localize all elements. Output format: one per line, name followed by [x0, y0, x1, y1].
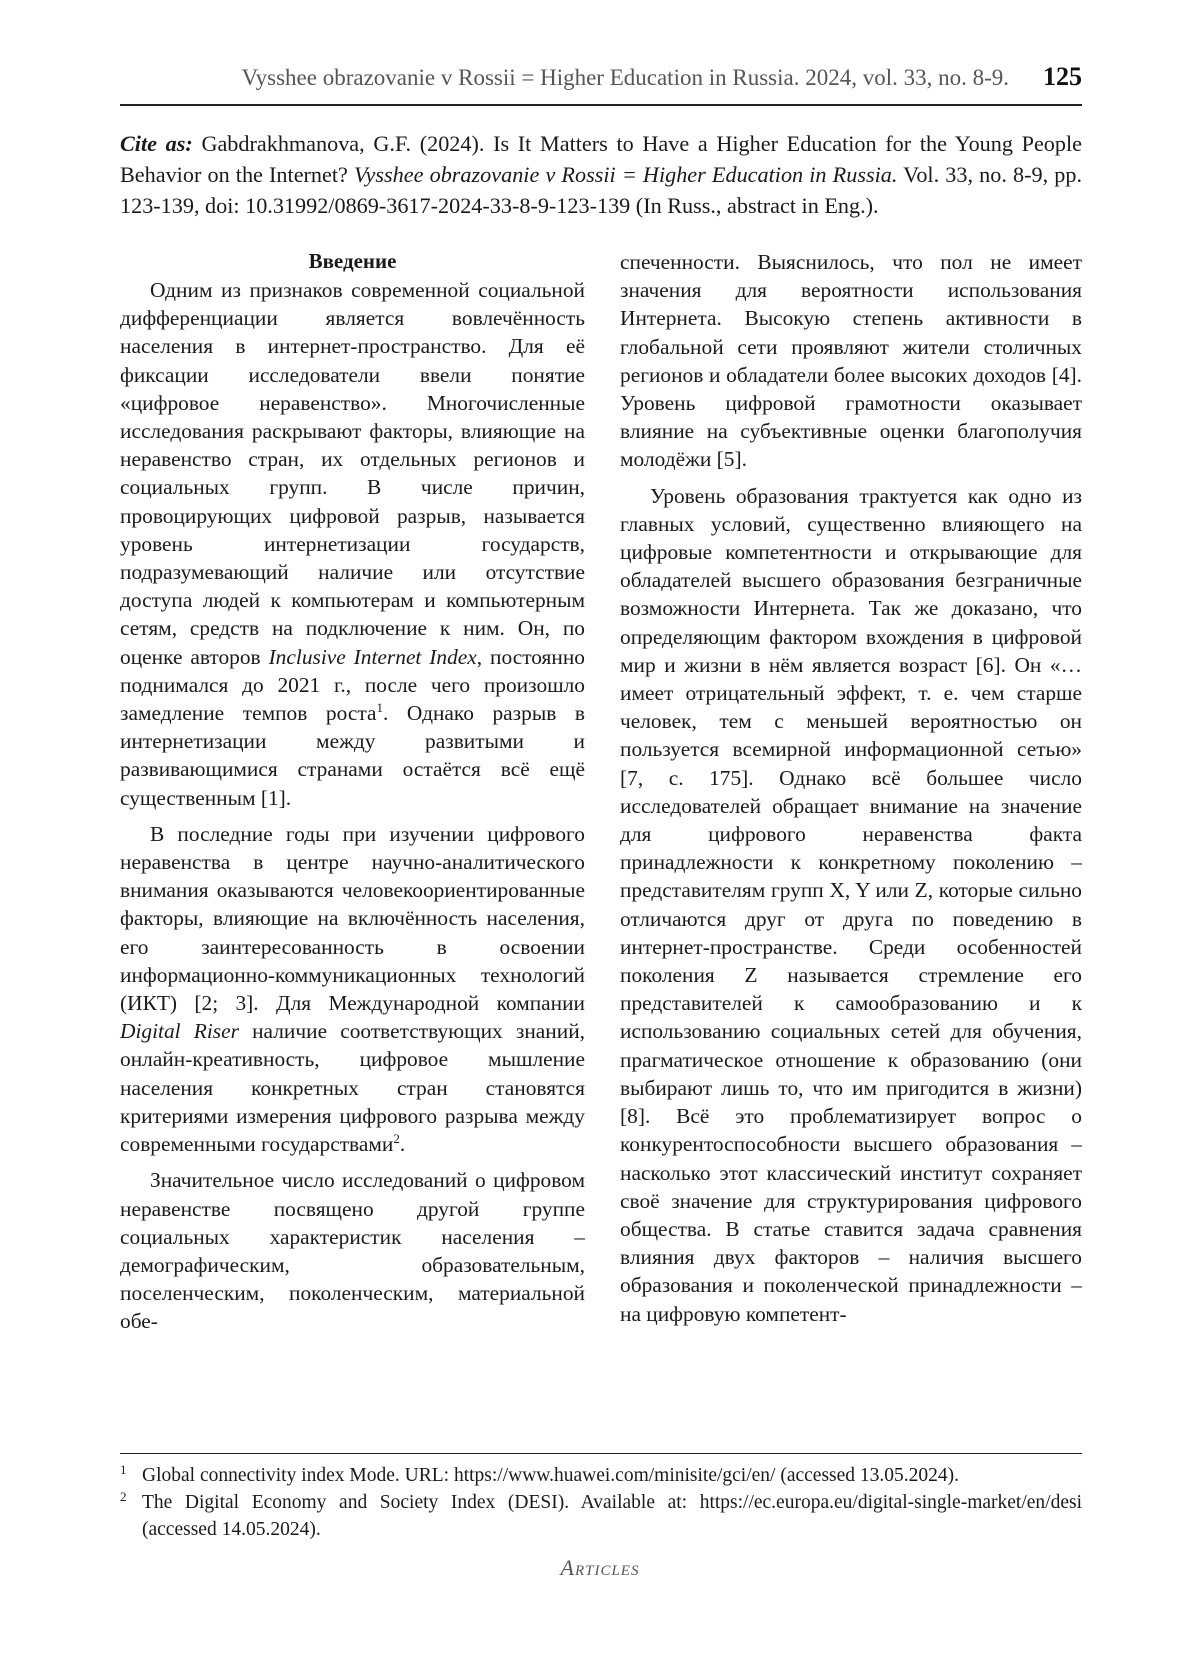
footnote-number: 2 [120, 1489, 127, 1504]
citation-journal: Vysshee obrazovanie v Rossii = Higher Education in Russia. [354, 162, 898, 187]
paragraph: Уровень образования трактуется как одно из главных условий, существенно влияющего на цифровые компетентности и открывающие для обладателей высшего образования безграничные возможности Интернета. Так же доказано, что определяющим фактором вхождения в цифровой мир и жизни в нём является возраст [6]. Он «…имеет отрицательный эффект, т. е. чем старше человек, тем с меньшей вероятностью он пользуется всемирной информационной сетью» [7, с. 175]. Однако всё большее число исследователей обращает внимание на значение для цифрового неравенства факта принадлежности к конкретному поколению – представителям групп X, Y или Z, которые сильно отличаются друг от друга по поведению в интернет-пространстве. Среди особенностей поколения Z называется стремление его представителей к самообразованию и к использованию социальных сетей для обучения, прагматическое отношение к образованию (они выбирают лишь то, что им пригодится в жизни) [8]. Всё это проблематизирует вопрос о конкурентоспособности высшего образования – насколько этот классический институт сохраняет своё значение для структурирования цифрового общества. В статье ставится задача сравнения влияния двух факторов – наличия высшего образования и поколенческой принадлежности – на цифровую компетент- [620, 483, 1082, 1326]
paragraph: Значительное число исследований о цифровом неравенстве посвящено другой группе социальных характеристик населения – демографическим, образовательным, поселенческим, поколенческим, материальной обе- [120, 1168, 585, 1334]
footnote-text: Global connectivity index Mode. URL: https://www.huawei.com/minisite/gci/en/ (accessed 13.05.2024). [142, 1465, 960, 1486]
paragraph [120, 276, 585, 812]
citation-authors: Gabdrakhmanova, G.F. (2024). Is It Matters to Have a Higher Education for the Young People Behavior on the Internet? [120, 131, 1082, 187]
footnote-ref[interactable]: 2 [393, 1130, 400, 1146]
footnote-number: 1 [120, 1462, 127, 1477]
citation-details: Vol. 33, no. 8-9, pp. 123-139, doi: 10.31992/0869-3617-2024-33-8-9-123-139 (In Russ., abstract in Eng.). [120, 162, 1083, 218]
footnote-ref[interactable]: 1 [376, 699, 383, 715]
footnote [120, 1489, 1082, 1543]
text-run: В последние годы при изучении цифрового неравенства в центре научно-аналитического внимания оказываются человекоориентированные факторы, влияющие на включённость населения, его заинтересованность в освоении информационно-коммуникационных технологий (ИКТ) [2; 3]. Для Международной компании [120, 821, 585, 1016]
paragraph [120, 820, 585, 1158]
page-number: 125 [1043, 62, 1082, 91]
text-run: . [399, 1132, 406, 1157]
italic-term: Digital Riser [120, 1019, 239, 1044]
citation-block [120, 128, 1082, 221]
text-run: наличие соответствующих знаний, онлайн-креативность, цифровое мышление населения конкретных стран становятся критериями измерения цифрового разрыва между современными государствами [120, 1019, 585, 1157]
section-footer: Articles [560, 1555, 640, 1580]
footnote-text: The Digital Economy and Society Index (DESI). Available at: https://ec.europa.eu/digital-single-market/en/desi (accessed 14.05.2024). [142, 1492, 1082, 1540]
footnote [120, 1462, 1082, 1489]
section-heading: Введение [308, 249, 397, 273]
right-column [620, 248, 1082, 1328]
italic-term: Inclusive Internet Index [268, 644, 477, 669]
paragraph: спеченности. Выяснилось, что пол не имеет значения для вероятности использования Интернета. Высокую степень активности в глобальной сети проявляют жители столичных регионов и обладатели более высоких доходов [4]. Уровень цифровой грамотности оказывает влияние на субъективные оценки благополучия молодёжи [5]. [620, 250, 1082, 472]
text-run: Одним из признаков современной социальной дифференциации является вовлечённость населения в интернет-пространство. Для её фиксации исследователи ввели понятие «цифровое неравенство». Многочисленные исследования раскрывают факторы, влияющие на неравенство стран, их отдельных регионов и социальных групп. В числе причин, провоцирующих цифровой разрыв, называется уровень интернетизации государств, подразумевающий наличие или отсутствие доступа людей к компьютерам и компьютерным сетям, средств на подключение к ним. Он, по оценке авторов [120, 278, 585, 669]
citation-label: Cite as: [120, 131, 193, 156]
left-column [120, 248, 585, 1336]
journal-title: Vysshee obrazovanie v Rossii = Higher Education in Russia. 2024, vol. 33, no. 8-9. [241, 65, 1009, 90]
running-header [120, 62, 1082, 92]
text-run: . Однако разрыв в интернетизации между развитыми и развивающимися странами остаётся всё ещё существенным [1]. [120, 701, 585, 810]
header-divider [120, 104, 1082, 106]
footnotes [120, 1462, 1082, 1543]
footnote-divider [120, 1453, 1082, 1454]
text-run: , постоянно поднимался до 2021 г., после чего произошло замедление темпов роста [120, 644, 585, 726]
